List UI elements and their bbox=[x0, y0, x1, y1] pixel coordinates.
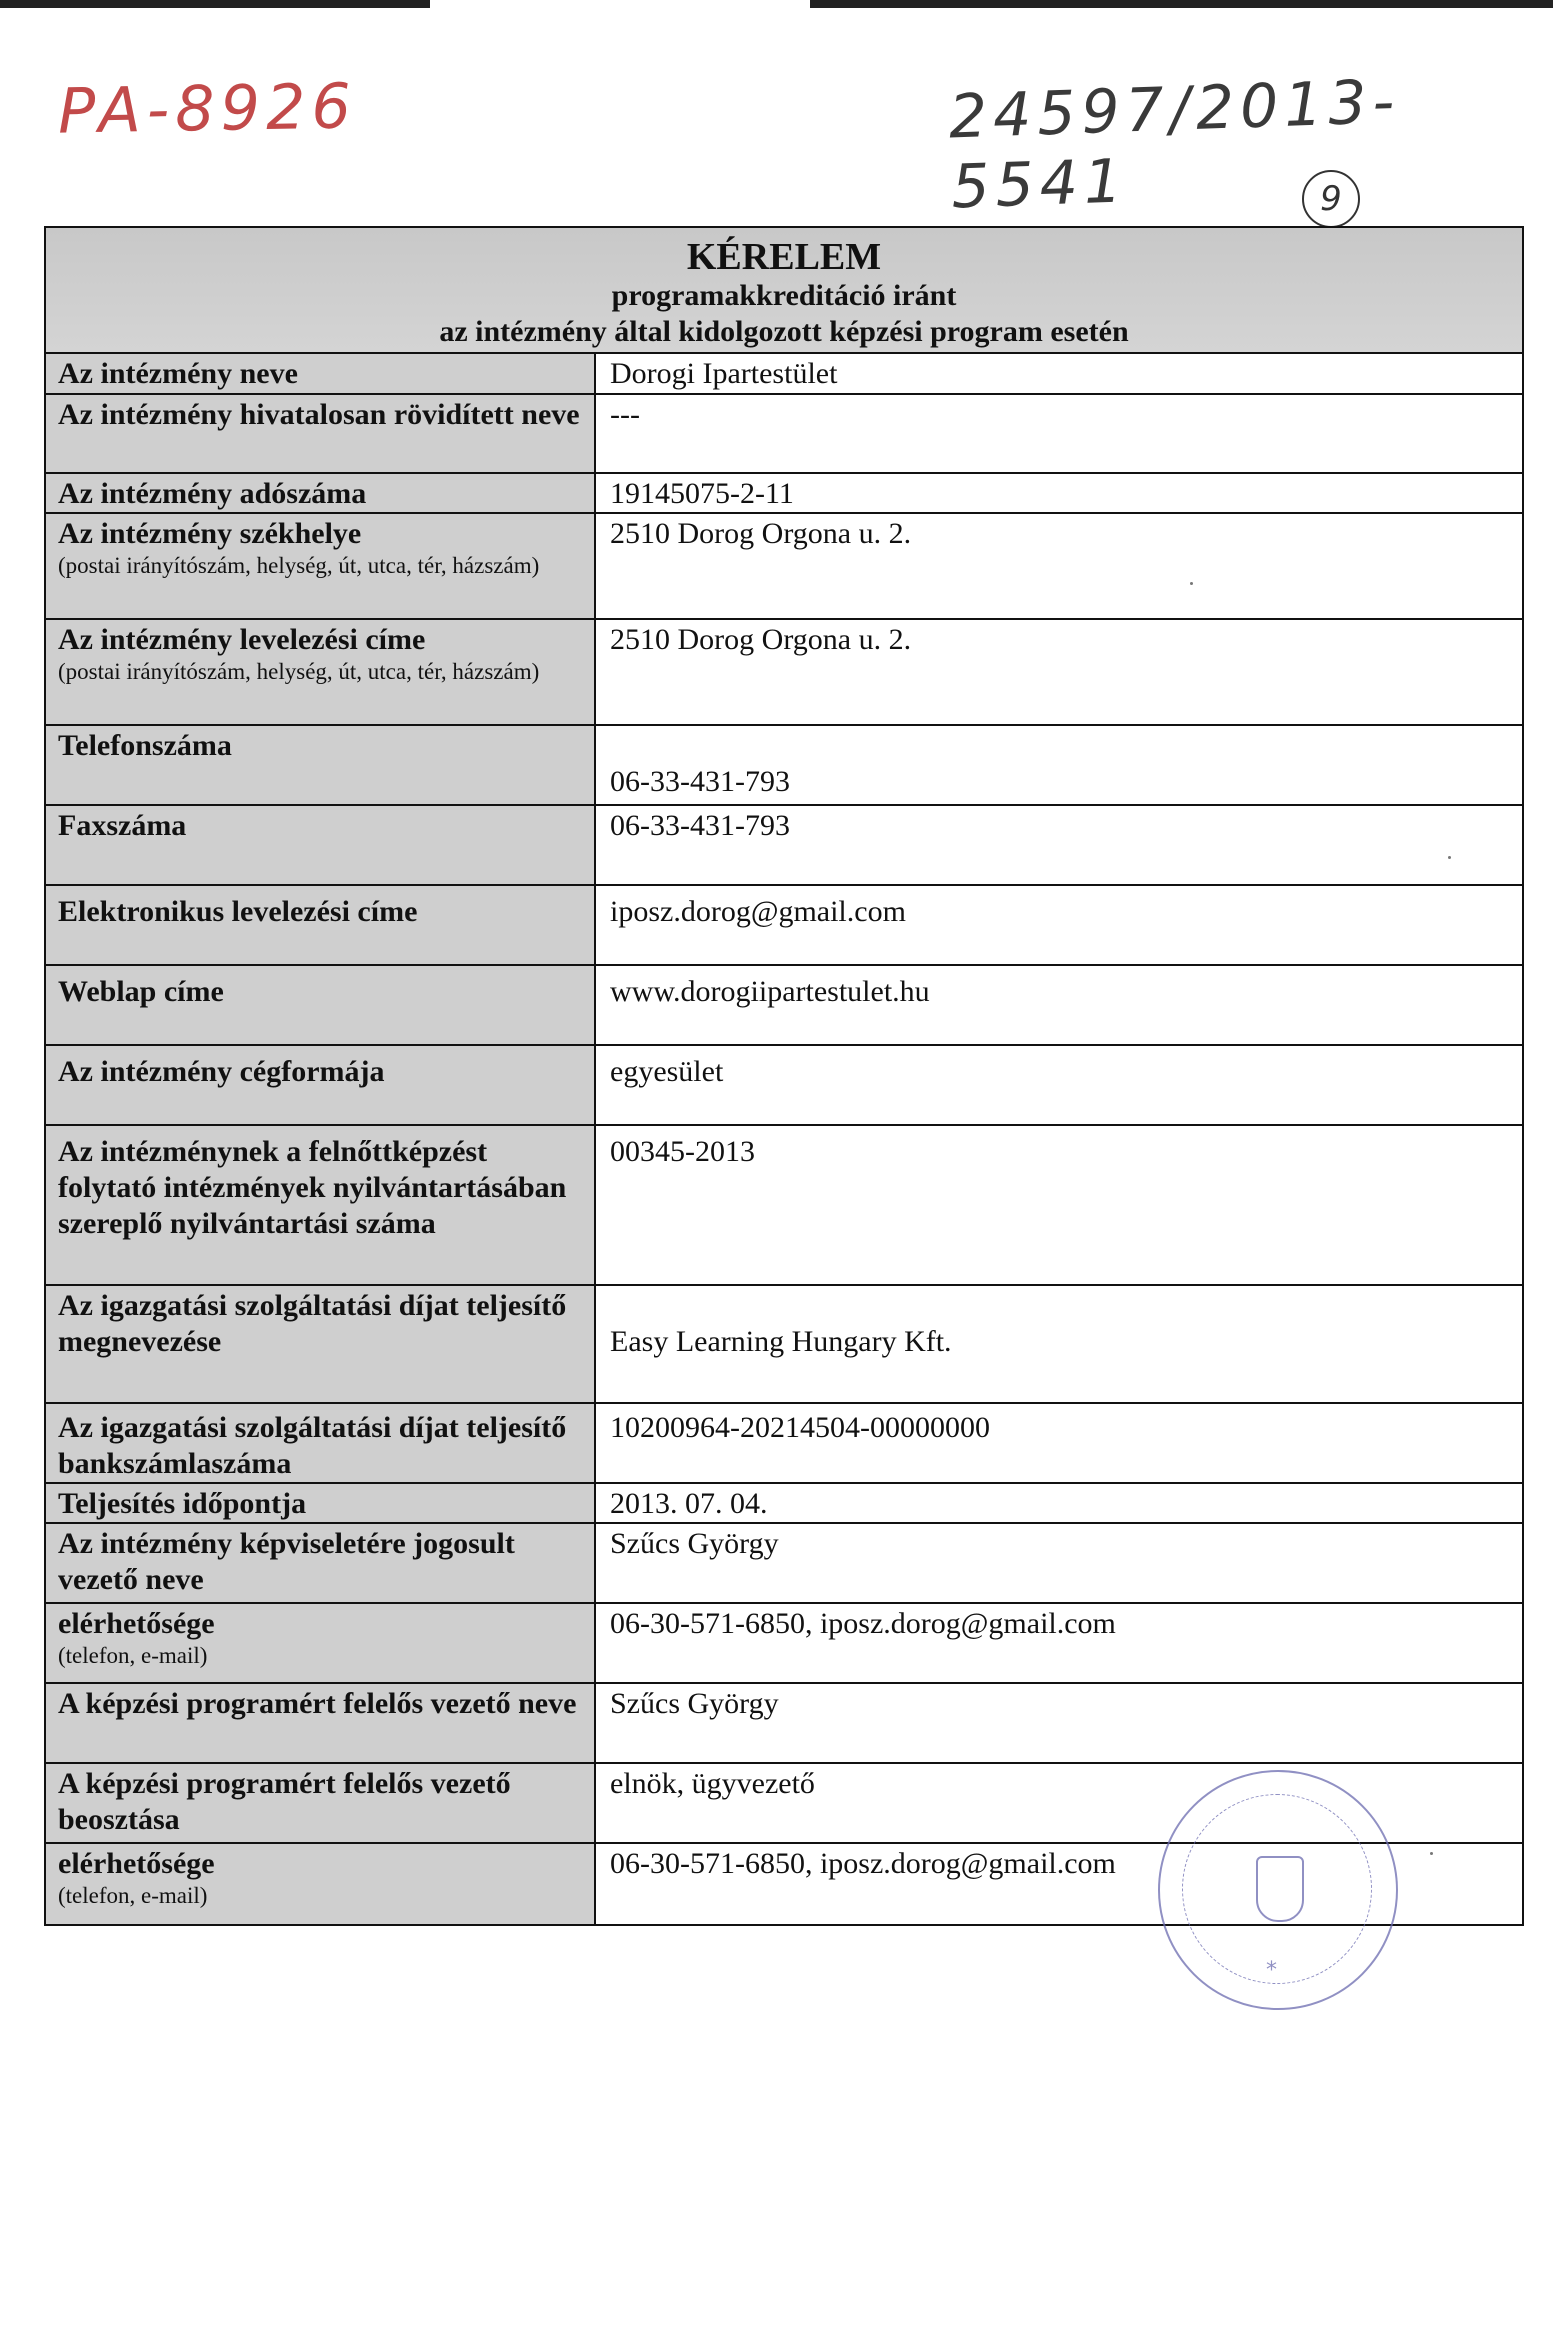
row-label: elérhetősége (telefon, e-mail) bbox=[46, 1844, 596, 1924]
row-label: Az igazgatási szolgáltatási díjat teljesítő bankszámlaszáma bbox=[46, 1404, 596, 1482]
row-telefonszam bbox=[46, 726, 1522, 806]
scan-speck bbox=[1448, 856, 1451, 859]
row-label: Az intézmény képviseletére jogosult vezető neve bbox=[46, 1524, 596, 1602]
star-icon: * bbox=[1266, 1958, 1277, 1983]
row-label: Az intézmény székhelye (postai irányítószám, helység, út, utca, tér, házszám) bbox=[46, 514, 596, 618]
row-value: 06-30-571-6850, iposz.dorog@gmail.com bbox=[610, 1607, 1116, 1640]
row-label: Az igazgatási szolgáltatási díjat teljesítő megnevezése bbox=[46, 1286, 596, 1402]
coat-of-arms-icon bbox=[1256, 1856, 1304, 1922]
scan-top-edge-gap bbox=[430, 0, 810, 12]
row-value: 2510 Dorog Orgona u. 2. bbox=[610, 623, 912, 656]
circled-page-number: 9 bbox=[1302, 170, 1360, 228]
row-value: egyesület bbox=[610, 1055, 724, 1088]
row-felelos-vezeto-neve bbox=[46, 1684, 1522, 1764]
row-value: 2013. 07. 04. bbox=[610, 1487, 768, 1520]
form-subtitle-1: programakkreditáció iránt bbox=[611, 279, 957, 312]
handwritten-reference-left: PA-8926 bbox=[57, 69, 358, 148]
row-label: Teljesítés időpontja bbox=[46, 1484, 596, 1522]
row-label: A képzési programért felelős vezető beosztása bbox=[46, 1764, 596, 1842]
row-nyilvantartasi-szam bbox=[46, 1126, 1522, 1286]
form-title: KÉRELEM bbox=[686, 236, 882, 278]
row-note: (postai irányítószám, helység, út, utca, tér, házszám) bbox=[58, 553, 540, 578]
row-bankszamla bbox=[46, 1404, 1522, 1484]
row-value: Dorogi Ipartestület bbox=[610, 357, 838, 390]
application-form bbox=[44, 226, 1524, 1926]
row-value: www.dorogiipartestulet.hu bbox=[610, 975, 930, 1008]
row-kepviselo-neve bbox=[46, 1524, 1522, 1604]
row-value: 2510 Dorog Orgona u. 2. bbox=[610, 517, 912, 550]
row-label: Az intézmény neve bbox=[46, 354, 596, 393]
row-label: A képzési programért felelős vezető neve bbox=[46, 1684, 596, 1762]
row-value: elnök, ügyvezető bbox=[610, 1767, 815, 1800]
row-value: Szűcs György bbox=[610, 1687, 779, 1720]
row-value: 10200964-20214504-00000000 bbox=[610, 1411, 990, 1444]
row-cegforma bbox=[46, 1046, 1522, 1126]
row-intezmeny-neve bbox=[46, 354, 1522, 395]
row-value: 06-33-431-793 bbox=[610, 765, 790, 798]
row-rovidtett-nev bbox=[46, 395, 1522, 474]
row-label: Az intézmény adószáma bbox=[46, 474, 596, 512]
row-dij-teljesito bbox=[46, 1286, 1522, 1404]
scan-speck bbox=[1430, 1852, 1433, 1855]
handwritten-reference-right: 24597/2013-5541 bbox=[947, 66, 1402, 223]
row-adoszam bbox=[46, 474, 1522, 514]
row-value: 00345-2013 bbox=[610, 1135, 755, 1168]
row-weblap bbox=[46, 966, 1522, 1046]
row-value: 06-33-431-793 bbox=[610, 809, 790, 842]
row-label: Weblap címe bbox=[46, 966, 596, 1044]
row-note: (postai irányítószám, helység, út, utca, tér, házszám) bbox=[58, 659, 540, 684]
row-email bbox=[46, 886, 1522, 966]
row-teljesites-idopont bbox=[46, 1484, 1522, 1524]
row-label: Az intézmény hivatalosan rövidített neve bbox=[46, 395, 596, 472]
row-label: elérhetősége (telefon, e-mail) bbox=[46, 1604, 596, 1682]
row-value: Easy Learning Hungary Kft. bbox=[610, 1325, 952, 1358]
row-note: (telefon, e-mail) bbox=[58, 1643, 208, 1668]
row-label: Elektronikus levelezési címe bbox=[46, 886, 596, 964]
row-faxszam bbox=[46, 806, 1522, 886]
row-value: 06-30-571-6850, iposz.dorog@gmail.com bbox=[610, 1847, 1116, 1880]
row-label: Telefonszáma bbox=[46, 726, 596, 804]
row-value: --- bbox=[610, 398, 640, 431]
row-label: Az intézménynek a felnőttképzést folytató intézmények nyilvántartásában szereplő nyilvántartási száma bbox=[46, 1126, 596, 1284]
official-seal-stamp bbox=[1158, 1770, 1398, 2010]
row-label: Az intézmény levelezési címe (postai irányítószám, helység, út, utca, tér, házszám) bbox=[46, 620, 596, 724]
form-subtitle-2: az intézmény által kidolgozott képzési program esetén bbox=[439, 315, 1129, 348]
row-label: Faxszáma bbox=[46, 806, 596, 884]
row-note: (telefon, e-mail) bbox=[58, 1883, 208, 1908]
row-label: Az intézmény cégformája bbox=[46, 1046, 596, 1124]
row-value: iposz.dorog@gmail.com bbox=[610, 895, 906, 928]
row-levelezesi-cim bbox=[46, 620, 1522, 726]
scan-speck bbox=[1190, 582, 1193, 585]
row-value: Szűcs György bbox=[610, 1527, 779, 1560]
row-szekhely bbox=[46, 514, 1522, 620]
row-kepviselo-elerhetoseg bbox=[46, 1604, 1522, 1684]
form-header bbox=[46, 228, 1522, 354]
row-value: 19145075-2-11 bbox=[610, 477, 794, 510]
